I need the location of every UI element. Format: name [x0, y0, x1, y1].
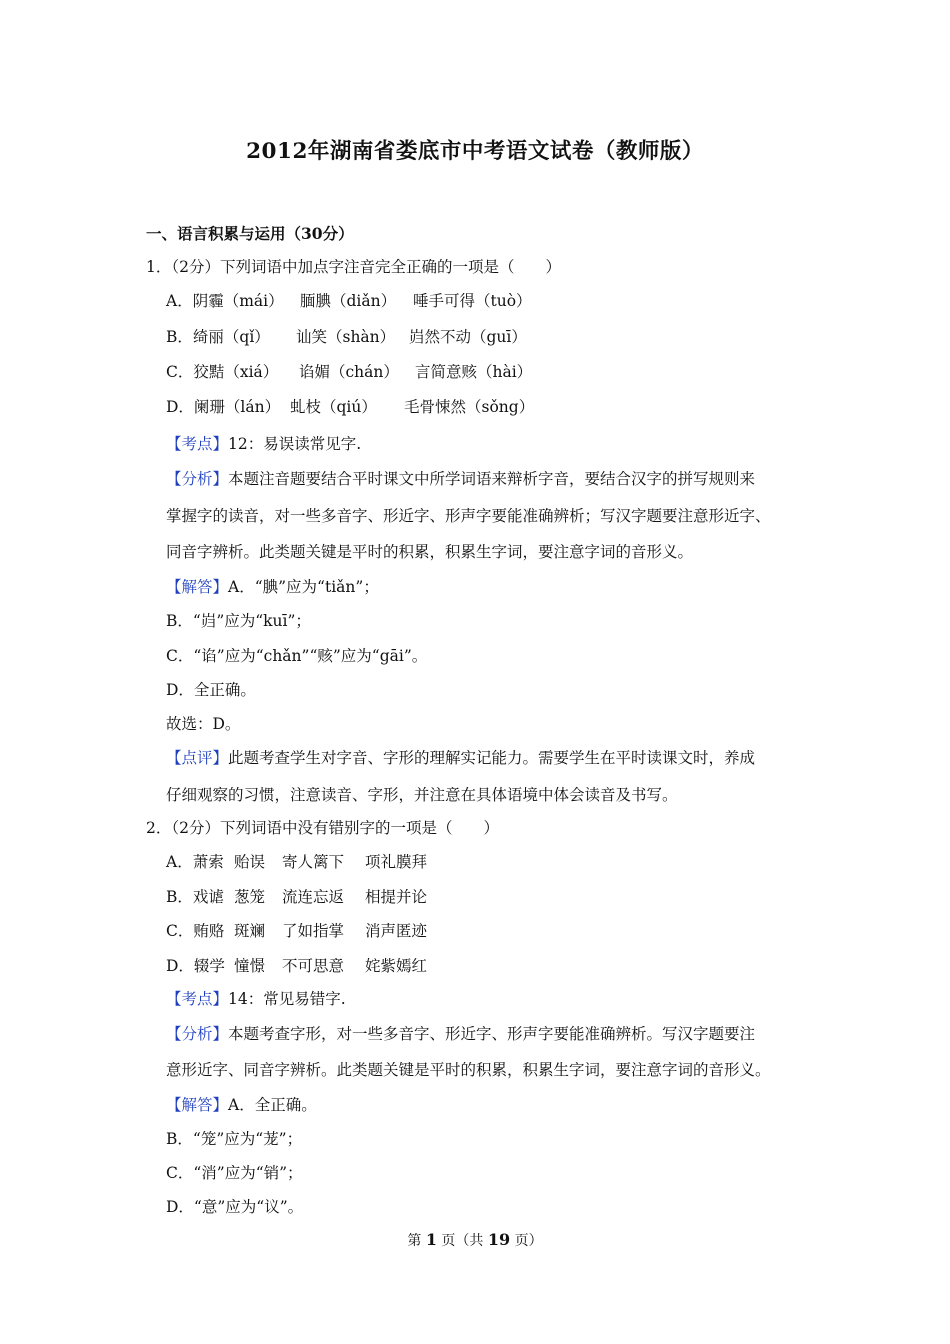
q1-option-a-part: 唾手可得（tuò） [413, 292, 532, 310]
fenxi-tag: 【分析】 [166, 470, 229, 488]
q1-option-d [166, 397, 534, 417]
q1-fenxi-line: 同音字辨析。此类题关键是平时的积累，积累生字词，要注意字词的音形义。 [166, 543, 694, 561]
q1-option-d-part: 毛骨悚然（sǒng） [404, 398, 535, 416]
q1-jieda-line: B．“岿”应为“kuī”； [166, 612, 311, 630]
q2-option-b-part: 葱笼 [234, 888, 266, 906]
dianping-text: 此题考查学生对字音、字形的理解实记能力。需要学生在平时读课文时，养成 [228, 749, 756, 767]
q2-kaodian [166, 989, 346, 1009]
q1-option-c [166, 362, 532, 382]
q2-option-a [166, 852, 427, 872]
q1-option-b-part: 岿然不动（guī） [409, 328, 527, 346]
jieda-text: A．“腆”应为“tiǎn”； [228, 578, 379, 596]
q2-option-d [166, 956, 427, 976]
q2-option-d-part: 憧憬 [234, 957, 266, 975]
q2-jieda-line: C．“消”应为“销”； [166, 1164, 303, 1182]
q1-jieda [166, 577, 379, 597]
q1-jieda-line: D．全正确。 [166, 681, 256, 699]
fenxi-text: 本题注音题要结合平时课文中所学词语来辩析字音，要结合汉字的拼写规则来 [228, 470, 756, 488]
q2-option-d-part: D．辍学 [166, 957, 225, 975]
page-footer [0, 1230, 950, 1250]
q1-option-c-part: 谄媚（chán） [299, 363, 399, 381]
q2-option-a-part: 贻误 [234, 853, 266, 871]
footer-total-pages: 19 [487, 1230, 511, 1249]
q2-option-c [166, 921, 427, 941]
q2-option-d-part: 不可思意 [282, 957, 345, 975]
q2-option-c-part: C．贿赂 [166, 922, 225, 940]
q1-option-a-part: 腼腆（diǎn） [300, 292, 397, 310]
q1-kaodian [166, 434, 361, 454]
footer-page-number: 1 [425, 1230, 437, 1249]
q1-option-c-part: C．狡黠（xiá） [166, 363, 279, 381]
q2-option-c-part: 斑斓 [234, 922, 266, 940]
q1-option-b-part: B．绮丽（qǐ） [166, 328, 270, 346]
footer-suffix: 页） [510, 1233, 543, 1249]
q2-fenxi-line: 意形近字、同音字辨析。此类题关键是平时的积累，积累生字词，要注意字词的音形义。 [166, 1061, 771, 1079]
jieda-tag: 【解答】 [166, 578, 229, 596]
footer-middle: 页（共 [436, 1233, 488, 1249]
q2-option-a-part: 寄人篱下 [282, 853, 345, 871]
q2-option-a-part: 项礼膜拜 [365, 853, 428, 871]
q2-fenxi [166, 1024, 755, 1044]
kaodian-text: 14：常见易错字. [228, 990, 346, 1008]
question-2-stem: 2．（2分）下列词语中没有错别字的一项是（ ） [146, 819, 499, 837]
q1-option-b-part: 讪笑（shàn） [296, 328, 396, 346]
q1-dianping-line: 仔细观察的习惯，注意读音、字形，并注意在具体语境中体会读音及书写。 [166, 786, 678, 804]
q1-option-a [166, 291, 532, 311]
q1-option-b [166, 327, 527, 347]
q1-option-a-part: A．阴霾（mái） [166, 292, 284, 310]
q2-option-a-part: A．萧索 [166, 853, 224, 871]
kaodian-text: 12：易误读常见字. [228, 435, 362, 453]
q1-option-c-part: 言简意赅（hài） [415, 363, 533, 381]
q2-option-b [166, 887, 427, 907]
q1-jieda-line: 故选：D。 [166, 715, 241, 733]
q1-jieda-line: C．“谄”应为“chǎn”“赅”应为“gāi”。 [166, 647, 428, 665]
q2-option-b-part: 相提并论 [365, 888, 428, 906]
q2-option-c-part: 了如指掌 [282, 922, 345, 940]
kaodian-tag: 【考点】 [166, 435, 229, 453]
fenxi-text: 本题考查字形，对一些多音字、形近字、形声字要能准确辨析。写汉字题要注 [228, 1025, 756, 1043]
q2-jieda-line: D．“意”应为“议”。 [166, 1198, 304, 1216]
q1-fenxi [166, 469, 755, 489]
footer-prefix: 第 [407, 1233, 426, 1249]
q1-option-d-part: D．阑珊（lán） [166, 398, 281, 416]
q2-jieda-line: B．“笼”应为“茏”； [166, 1130, 303, 1148]
page-title: 2012年湖南省娄底市中考语文试卷（教师版） [246, 139, 704, 164]
q2-option-c-part: 消声匿迹 [365, 922, 428, 940]
q2-option-d-part: 姹紫嫣红 [365, 957, 428, 975]
q1-option-d-part: 虬枝（qiú） [290, 398, 377, 416]
jieda-text: A．全正确。 [228, 1096, 317, 1114]
question-1-stem: 1．（2分）下列词语中加点字注音完全正确的一项是（ ） [146, 258, 561, 276]
section-heading: 一、语言积累与运用（30分） [146, 224, 354, 243]
q2-option-b-part: 流连忘返 [282, 888, 345, 906]
kaodian-tag: 【考点】 [166, 990, 229, 1008]
fenxi-tag: 【分析】 [166, 1025, 229, 1043]
q1-dianping [166, 748, 755, 768]
jieda-tag: 【解答】 [166, 1096, 229, 1114]
q2-jieda [166, 1095, 317, 1115]
q2-option-b-part: B．戏谑 [166, 888, 224, 906]
dianping-tag: 【点评】 [166, 749, 229, 767]
q1-fenxi-line: 掌握字的读音，对一些多音字、形近字、形声字要能准确辨析；写汉字题要注意形近字、 [166, 507, 771, 525]
